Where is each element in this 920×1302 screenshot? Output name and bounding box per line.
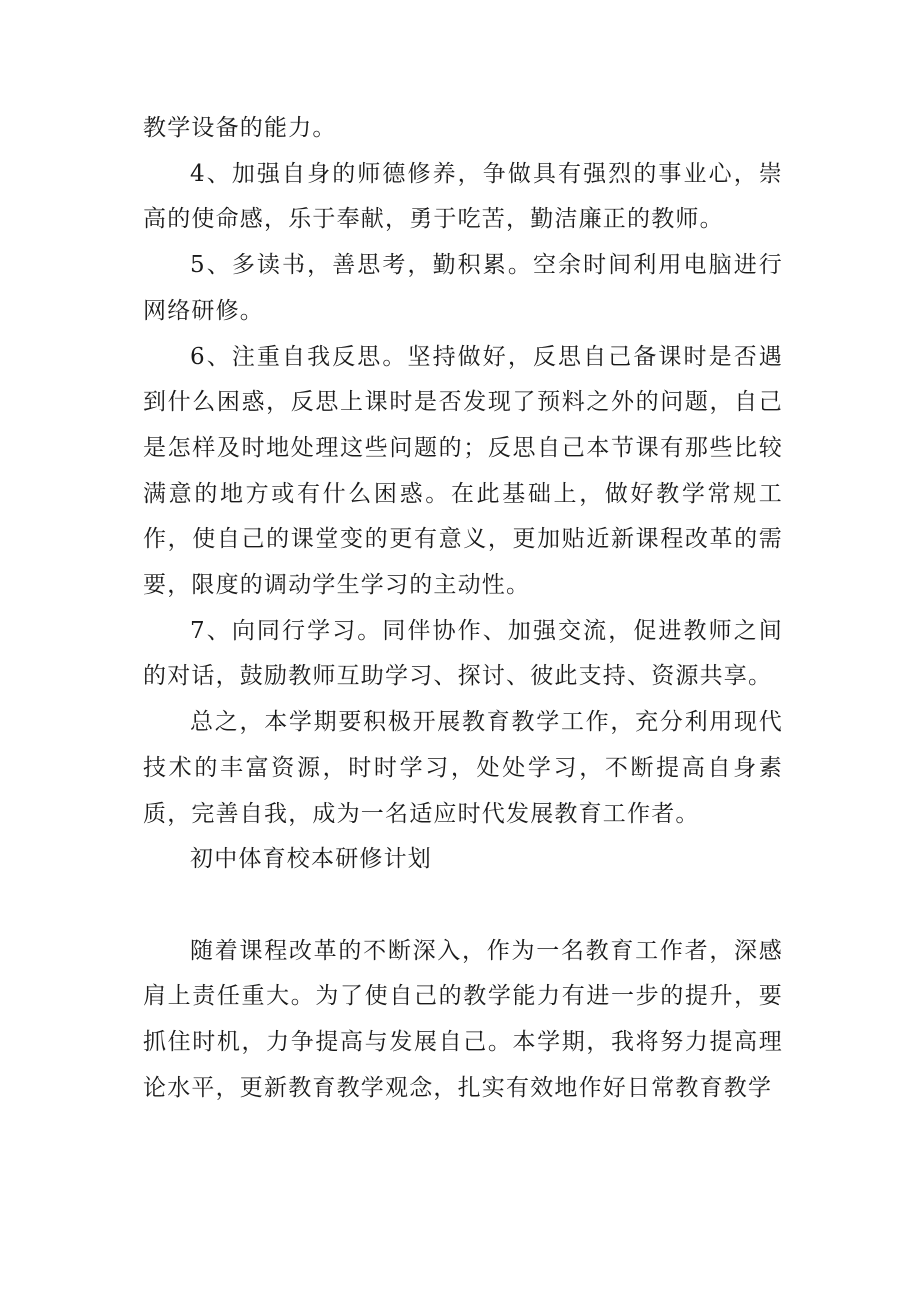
paragraph-intro: 随着课程改革的不断深入，作为一名教育工作者，深感肩上责任重大。为了使自己的教学能力有进一步的提升，要抓住时机，力争提高与发展自己。本学期，我将努力提高理论水平，更新教育教学观念，扎实有效地作好日常教育教学 <box>143 937 783 1101</box>
document-body <box>143 106 783 1111</box>
section-title: 初中体育校本研修计划 <box>190 846 432 873</box>
paragraph-continuation: 教学设备的能力。 <box>143 115 337 141</box>
paragraph-item-6: 6、注重自我反思。坚持做好，反思自己备课时是否遇到什么困惑，反思上课时是否发现了预料之外的问题，自己是怎样及时地处理这些问题的；反思自己本节课有那些比较满意的地方或有什么困惑。在此基础上，做好教学常规工作，使自己的课堂变的更有意义，更加贴近新课程改革的需要，限度的调动学生学习的主动性。 <box>143 343 783 599</box>
paragraph-item-5: 5、多读书，善思考，勤积累。空余时间利用电脑进行网络研修。 <box>143 252 783 324</box>
blank-line <box>143 883 783 929</box>
paragraph-summary: 总之，本学期要积极开展教育教学工作，充分利用现代技术的丰富资源，时时学习，处处学习，不断提高自身素质，完善自我，成为一名适应时代发展教育工作者。 <box>143 709 783 827</box>
paragraph-item-7: 7、向同行学习。同伴协作、加强交流，促进教师之间的对话，鼓励教师互助学习、探讨、彼此支持、资源共享。 <box>143 617 783 690</box>
paragraph-item-4: 4、加强自身的师德修养，争做具有强烈的事业心，崇高的使命感，乐于奉献，勇于吃苦，勤洁廉正的教师。 <box>143 160 783 233</box>
